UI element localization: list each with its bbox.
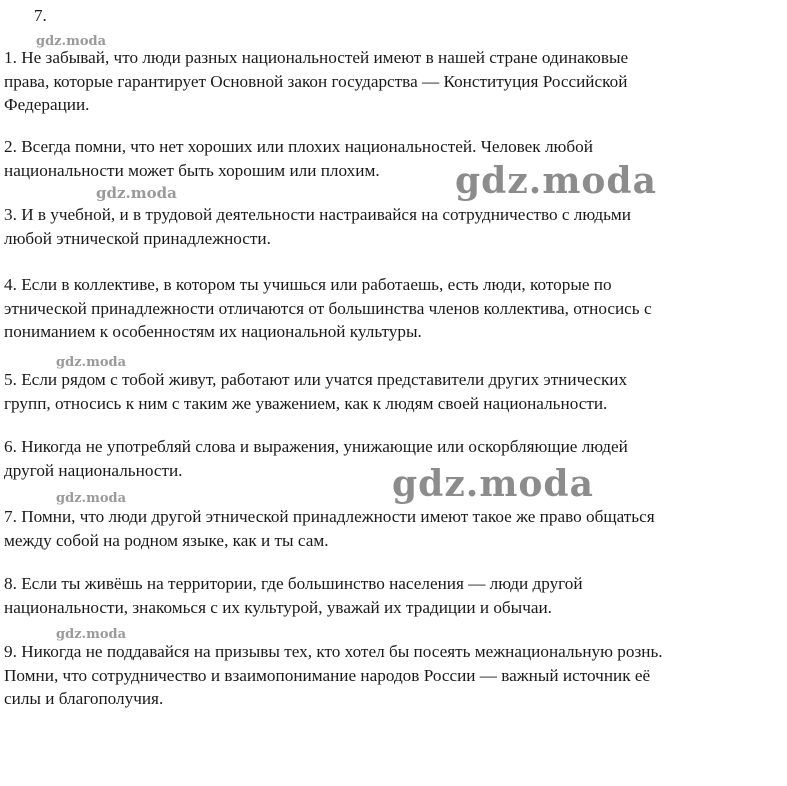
rule-line: 3. И в учебной, и в трудовой деятельности настраивайся на сотрудничество с людьми — [4, 205, 631, 224]
watermark-small: gdz.moda — [56, 491, 127, 506]
rule-line: Федерации. — [4, 95, 90, 114]
watermark-small: gdz.moda — [96, 184, 177, 202]
rule-line: 4. Если в коллективе, в котором ты учишься или работаешь, есть люди, которые по — [4, 275, 612, 294]
rule-item-1 — [4, 46, 779, 117]
rule-line: любой этнической принадлежности. — [4, 228, 271, 248]
rule-item-9 — [4, 640, 779, 711]
rule-line: 8. Если ты живёшь на территории, где большинство населения — люди другой — [4, 574, 583, 593]
watermark-large: gdz.moda — [455, 160, 657, 202]
rule-line: 2. Всегда помни, что нет хороших или плохих национальностей. Человек любой — [4, 137, 593, 156]
rule-item-5 — [4, 368, 779, 415]
rule-item-3 — [4, 203, 779, 250]
rule-line: 7. Помни, что люди другой этнической принадлежности имеют такое же право общаться — [4, 507, 655, 526]
rule-item-8 — [4, 572, 779, 619]
watermark-small: gdz.moda — [36, 34, 107, 49]
watermark-small: gdz.moda — [56, 627, 127, 642]
rule-line: 6. Никогда не употребляй слова и выражения, унижающие или оскорбляющие людей — [4, 437, 628, 456]
rule-line: силы и благополучия. — [4, 689, 164, 708]
rule-line: национальности, знакомься с их культурой, уважай их традиции и обычаи. — [4, 597, 552, 617]
rule-line: 9. Никогда не поддавайся на призывы тех, кто хотел бы посеять межнациональную рознь. — [4, 642, 663, 661]
rule-line: национальности может быть хорошим или плохим. — [4, 160, 380, 180]
watermark-small: gdz.moda — [56, 355, 127, 370]
rule-item-7 — [4, 505, 779, 552]
watermark-large: gdz.moda — [392, 463, 594, 505]
rule-line: 5. Если рядом с тобой живут, работают или учатся представители других этнических — [4, 370, 628, 389]
rule-line: этнической принадлежности отличаются от большинства членов коллектива, относись с — [4, 298, 652, 318]
rule-line: пониманием к особенностям их национальной культуры. — [4, 322, 422, 341]
rule-line: групп, относись к ним с таким же уважением, как к людям своей национальности. — [4, 393, 608, 413]
rule-line: права, которые гарантирует Основной закон государства — Конституция Российской — [4, 71, 628, 91]
rule-line: другой национальности. — [4, 460, 183, 480]
rule-line: 1. Не забывай, что люди разных национальностей имеют в нашей стране одинаковые — [4, 48, 629, 67]
rule-item-2 — [4, 135, 779, 182]
task-number: 7. — [34, 6, 47, 25]
rule-line: между собой на родном языке, как и ты сам. — [4, 530, 329, 550]
rule-item-4 — [4, 273, 779, 344]
rule-line: Помни, что сотрудничество и взаимопонимание народов России — важный источник её — [4, 665, 651, 685]
